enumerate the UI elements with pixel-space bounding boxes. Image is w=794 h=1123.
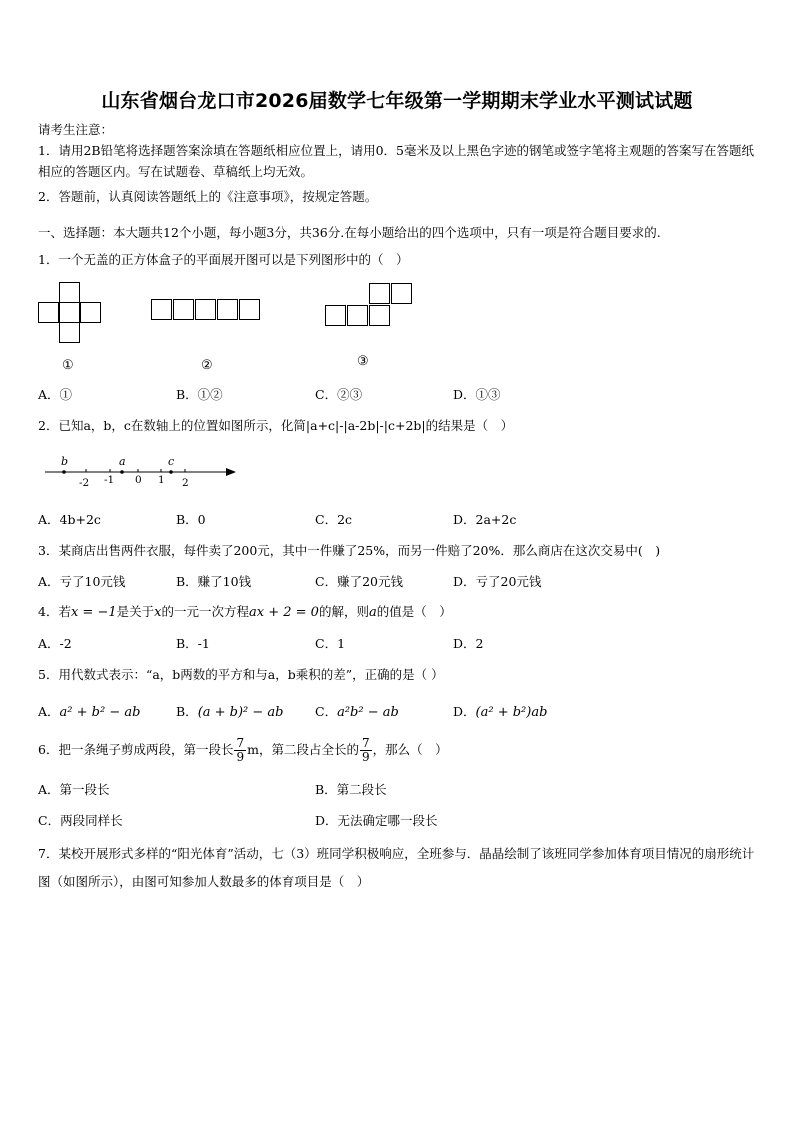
question-7-stem: 7．某校开展形式多样的“阳光体育”活动，七（3）班同学积极响应，全班参与．晶晶绘制了该班同学参加体育项目情况的扇形统计图（如图所示），由图可知参加人数最多的体育项目是（ ）	[38, 846, 755, 889]
q1-option-c: C．②③	[315, 387, 363, 402]
figure-label-1: ①	[62, 358, 74, 373]
q4-text: 的值是（ ）	[376, 604, 452, 619]
q1-option-a: A．①	[38, 387, 73, 402]
fraction-numerator: 7	[236, 736, 245, 750]
q4-text: 的一元一次方程	[161, 604, 249, 619]
q5-option-c	[315, 702, 399, 720]
q3-option-c: C．赚了20元钱	[315, 574, 403, 589]
q4-option-b: B．-1	[176, 636, 210, 651]
option-expression: (a + b)² − ab	[197, 705, 284, 720]
question-4-stem	[38, 602, 452, 620]
option-letter: B．	[176, 704, 198, 719]
q4-text: 4．若	[38, 604, 71, 619]
q5-option-b	[176, 702, 284, 720]
number-line	[40, 452, 240, 492]
fraction-numerator: 7	[361, 736, 370, 750]
tick-label: 0	[135, 474, 142, 486]
q4-math: ax + 2 = 0	[248, 605, 319, 620]
q6-option-b: B．第二段长	[315, 782, 387, 797]
q3-option-d: D．亏了20元钱	[453, 574, 542, 589]
q4-option-a: A．-2	[38, 636, 72, 651]
q6-option-a: A．第一段长	[38, 782, 110, 797]
option-letter: A．	[38, 704, 60, 719]
question-5-stem: 5．用代数式表示：“a，b两数的平方和与a，b乘积的差”，正确的是（ ）	[38, 667, 444, 682]
option-expression: a²b² − ab	[337, 705, 399, 720]
exam-notes	[38, 119, 760, 211]
figure-label-2: ②	[201, 358, 213, 373]
option-letter: D．	[453, 704, 476, 719]
label-c: c	[168, 455, 175, 468]
option-letter: C．	[315, 704, 338, 719]
option-expression: a² + b² − ab	[59, 705, 141, 720]
tick-label: -2	[79, 477, 90, 489]
q4-option-d: D．2	[453, 636, 484, 651]
note-1: 1．请用2B铅笔将选择题答案涂填在答题纸相应位置上，请用0．5毫米及以上黑色字迹的钢笔或签字笔将主观题的答案写在答题纸相应的答题区内。写在试题卷、草稿纸上均无效。	[38, 143, 754, 179]
q6-text: 6．把一条绳子剪成两段，第一段长	[38, 742, 234, 757]
q5-option-d	[453, 702, 547, 720]
figure-label-3: ③	[357, 354, 369, 369]
fraction-denominator: 9	[236, 750, 245, 764]
tick-label: -1	[104, 474, 115, 486]
q4-math: a	[368, 605, 377, 620]
tick-label: 1	[158, 474, 165, 486]
q6-option-c: C．两段同样长	[38, 813, 123, 828]
q5-option-a	[38, 702, 140, 720]
page-title: 山东省烟台龙口市2026届数学七年级第一学期期末学业水平测试试题	[101, 90, 693, 112]
q3-option-b: B．赚了10钱	[176, 574, 252, 589]
q6-option-d: D．无法确定哪一段长	[315, 813, 438, 828]
notes-heading: 请考生注意：	[38, 122, 114, 137]
q4-text: 是关于	[116, 604, 155, 619]
arrow-icon	[226, 468, 236, 476]
question-3-stem: 3．某商店出售两件衣服，每件卖了200元，其中一件赚了25%，而另一件赔了20%．那么商店在这次交易中( )	[38, 543, 661, 558]
question-1-stem: 1．一个无盖的正方体盒子的平面展开图可以是下列图形中的（ ）	[38, 252, 409, 267]
label-b: b	[61, 455, 69, 468]
tick-label: 2	[182, 477, 189, 489]
q3-option-a: A．亏了10元钱	[38, 574, 126, 589]
q2-option-c: C．2c	[315, 512, 353, 527]
point-b	[62, 470, 66, 474]
point-c	[169, 470, 173, 474]
q6-text: m，第二段占全长的	[247, 742, 359, 757]
note-2: 2．答题前，认真阅读答题纸上的《注意事项》，按规定答题。	[38, 189, 378, 204]
point-a	[120, 470, 124, 474]
q1-option-b: B．①②	[176, 387, 223, 402]
section-heading: 一、选择题：本大题共12个小题，每小题3分，共36分.在每小题给出的四个选项中，只有一项是符合题目要求的.	[38, 225, 661, 240]
fraction-first-segment	[234, 737, 246, 764]
q4-math: x	[154, 605, 162, 620]
q4-text: 的解，则	[318, 604, 369, 619]
label-a: a	[119, 455, 126, 468]
q4-option-c: C．1	[315, 636, 346, 651]
q2-option-d: D．2a+2c	[453, 512, 517, 527]
question-6-stem	[38, 736, 448, 764]
question-2-stem: 2．已知a，b，c在数轴上的位置如图所示，化简|a+c|-|a-2b|-|c+2b|的结果是（ ）	[38, 418, 514, 433]
q2-option-a: A．4b+2c	[38, 512, 101, 527]
option-expression: (a² + b²)ab	[475, 705, 548, 720]
fraction-second-segment	[360, 737, 372, 764]
q4-math: x = −1	[70, 605, 117, 620]
q6-text: ，那么（ ）	[372, 742, 448, 757]
q2-option-b: B．0	[176, 512, 206, 527]
q1-option-d: D．①③	[453, 387, 501, 402]
fraction-denominator: 9	[361, 750, 370, 764]
